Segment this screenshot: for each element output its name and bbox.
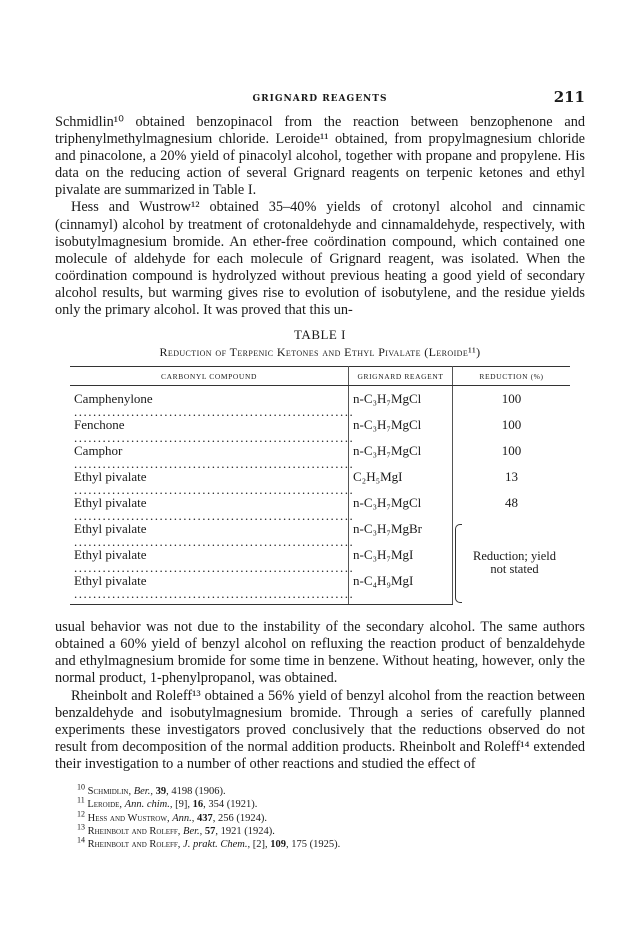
dot-leader: ........................................................... <box>74 508 355 524</box>
compound-cell: Camphenylone <box>74 391 153 407</box>
footnote-volume: 57 <box>204 825 216 837</box>
paragraph-1: Schmidlin¹⁰ obtained benzopinacol from the reaction between benzophenone and triphenylmethylmagnesium chloride. Leroide¹¹ obtained, from propylmagnesium chloride and pinacolone, a 20% yield of pinacolyl alcohol, together with propane and propylene. His data on the reducing action of several Grignard reagents on terpenic ketones and ethyl pivalate are summarized in Table I. <box>55 114 585 199</box>
footnote-author: Rheinbolt and Roleff, <box>87 825 181 837</box>
reduction-cell: 48 <box>505 495 518 511</box>
table-caption <box>55 327 585 360</box>
reagent-cell: n-C₄H₉MgI <box>349 574 453 605</box>
dot-leader: ........................................................... <box>74 404 355 420</box>
footnote-number: 13 <box>77 822 85 832</box>
footnote-rest: , 354 (1921). <box>203 799 258 811</box>
compound-cell: Ethyl pivalate <box>74 521 147 537</box>
footnotes <box>55 782 585 851</box>
reagent-cell: C₂H₅MgI <box>349 470 453 496</box>
table-row <box>70 444 570 470</box>
footnote-rest: , 4198 (1906). <box>166 785 226 797</box>
footnote-volume: 39 <box>155 785 167 797</box>
column-header-compound: CARBONYL COMPOUND <box>70 367 349 386</box>
footnote-volume: 16 <box>192 799 204 811</box>
compound-cell: Ethyl pivalate <box>74 573 147 589</box>
table-row <box>70 418 570 444</box>
table-row <box>70 496 570 522</box>
footnote-rest: , 1921 (1924). <box>215 825 275 837</box>
dot-leader: ........................................................... <box>74 482 355 498</box>
paragraph-2: Hess and Wustrow¹² obtained 35–40% yields of crotonyl alcohol and cinnamic (cinnamyl) alcohol by treatment of crotonaldehyde and cinnamaldehyde, respectively, with isobutylmagnesium bromide. An ether-free coördination compound, which contained one molecule of aldehyde for each molecule of Grignard reagent, was isolated. When the coördination compound is hydrolyzed without previous heating a good yield of secondary alcohol results, but warming gives rise to evolution of isobutylene, and the residue yields only the primary alcohol. It was proved that this un- <box>55 199 585 319</box>
reduction-table <box>70 366 570 605</box>
reagent-cell: n-C₃H₇MgI <box>349 548 453 574</box>
reduction-cell: 13 <box>505 469 518 485</box>
reduction-cell: 100 <box>501 443 522 459</box>
footnote <box>77 782 585 798</box>
compound-cell: Fenchone <box>74 417 125 433</box>
dot-leader: ........................................................... <box>74 430 355 446</box>
table-row <box>70 386 570 419</box>
footnote-number: 11 <box>77 795 85 805</box>
footnote <box>77 795 585 811</box>
dot-leader: ........................................................... <box>74 456 355 472</box>
footnote-author: Rheinbolt and Roleff, <box>87 839 181 851</box>
merged-reduction-cell <box>453 522 571 605</box>
column-header-reagent: GRIGNARD REAGENT <box>349 367 453 386</box>
footnote-volume: 437 <box>197 812 213 824</box>
page <box>55 70 585 851</box>
column-header-reduction: REDUCTION (%) <box>453 367 571 386</box>
footnote-volume: 109 <box>270 839 286 851</box>
footnote <box>77 822 585 838</box>
table-number: TABLE I <box>294 327 346 343</box>
reagent-cell: n-C₃H₇MgCl <box>349 418 453 444</box>
paragraph-4: Rheinbolt and Roleff¹³ obtained a 56% yield of benzyl alcohol from the reaction between benzaldehyde and isobutylmagnesium bromide. Through a series of carefully planned experiments these investigators proved conclusively that the reductions observed do not result from decomposition of the normal addition products. Rheinbolt and Roleff¹⁴ extended their investigation to a number of other reactions and studied the effect of <box>55 687 585 772</box>
footnote-number: 10 <box>77 782 85 792</box>
footnote-series: [9], <box>175 799 193 811</box>
reagent-cell: n-C₃H₇MgCl <box>349 444 453 470</box>
footnote-rest: , 256 (1924). <box>212 812 268 824</box>
page-number: 211 <box>553 88 585 106</box>
compound-cell: Ethyl pivalate <box>74 495 147 511</box>
dot-leader: ........................................................... <box>74 586 355 602</box>
compound-cell: Ethyl pivalate <box>74 547 147 563</box>
reagent-cell: n-C₃H₇MgBr <box>349 522 453 548</box>
reduction-cell: 100 <box>501 391 522 407</box>
footnote-number: 14 <box>77 835 85 845</box>
footnote-number: 12 <box>77 809 85 819</box>
compound-cell: Camphor <box>74 443 123 459</box>
table-header-row <box>70 367 570 386</box>
table-row <box>70 522 570 548</box>
footnote-author: Schmidlin, <box>87 785 132 797</box>
footnote-author: Leroide, <box>87 799 123 811</box>
footnote-journal: Ber., <box>133 785 153 797</box>
footnote <box>77 835 585 851</box>
running-head: GRIGNARD REAGENTS <box>252 94 388 104</box>
brace-icon <box>455 524 462 603</box>
table-title: Reduction of Terpenic Ketones and Ethyl Pivalate (Leroide¹¹) <box>159 345 481 360</box>
page-header <box>55 70 585 106</box>
dot-leader: ........................................................... <box>74 534 355 550</box>
footnote-series: [2], <box>252 839 271 851</box>
footnote <box>77 809 585 825</box>
merged-reduction-line-2: not stated <box>490 562 539 577</box>
compound-cell: Ethyl pivalate <box>74 469 147 485</box>
merged-reduction-line-1: Reduction; yield <box>473 549 556 564</box>
footnote-rest: , 175 (1925). <box>286 839 341 851</box>
footnote-journal: Ann., <box>172 812 195 824</box>
footnote-journal: J. prakt. Chem., <box>183 839 251 851</box>
paragraph-3: usual behavior was not due to the instability of the secondary alcohol. The same authors obtained a 60% yield of benzyl alcohol on refluxing the reaction product of benzaldehyde and ethylmagnesium bromide for some time in benzene. Without heating, however, only the normal product, 1-phenylpropanol, was obtained. <box>55 619 585 687</box>
reagent-cell: n-C₃H₇MgCl <box>349 496 453 522</box>
footnote-author: Hess and Wustrow, <box>87 812 170 824</box>
footnote-journal: Ann. chim., <box>124 799 173 811</box>
table-row <box>70 470 570 496</box>
dot-leader: ........................................................... <box>74 560 355 576</box>
reduction-cell: 100 <box>501 417 522 433</box>
footnote-journal: Ber., <box>183 825 203 837</box>
reagent-cell: n-C₃H₇MgCl <box>349 386 453 419</box>
